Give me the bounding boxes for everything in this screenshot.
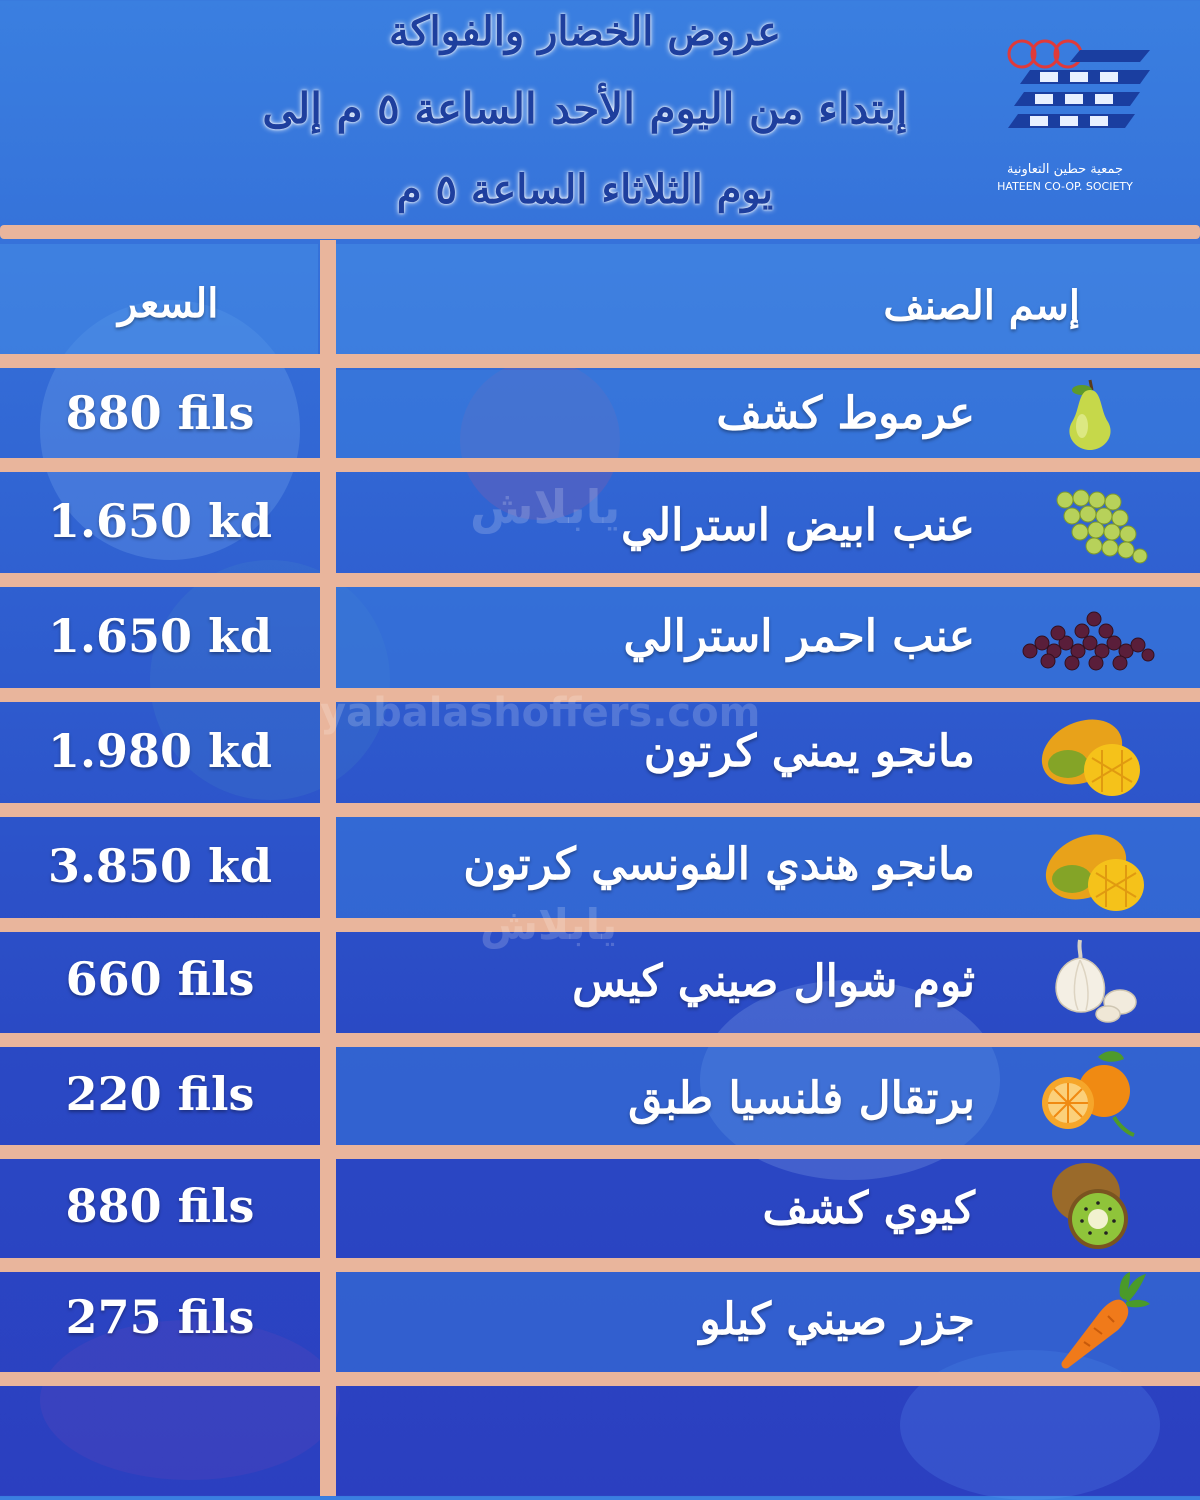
table-row xyxy=(0,472,1200,573)
red-grapes-icon xyxy=(1018,607,1158,677)
item-name: جزر صيني كيلو xyxy=(699,1294,975,1345)
price-value: 660 fils xyxy=(65,952,255,1006)
table-row xyxy=(0,1272,1200,1372)
item-name: عرموط كشف xyxy=(716,388,975,439)
watermark-site: yabalashoffers.com xyxy=(320,690,761,736)
table-row xyxy=(0,1159,1200,1258)
price-value: 880 fils xyxy=(65,386,255,440)
row-divider xyxy=(0,573,1200,587)
item-name: كيوي كشف xyxy=(762,1183,975,1234)
column-header-name: إسم الصنف xyxy=(883,282,1080,329)
price-value: 1.980 kd xyxy=(47,724,273,778)
item-name: ثوم شوال صيني كيس xyxy=(572,956,975,1007)
orange-icon xyxy=(1038,1047,1138,1143)
item-name: مانجو هندي الفونسي كرتون xyxy=(463,839,975,890)
row-divider xyxy=(0,458,1200,472)
item-name: برتقال فلنسيا طبق xyxy=(628,1073,975,1124)
table-row xyxy=(0,372,1200,458)
mango-icon xyxy=(1042,823,1146,919)
row-divider xyxy=(0,803,1200,817)
price-value: 880 fils xyxy=(65,1179,255,1233)
item-name: عنب احمر استرالي xyxy=(623,611,975,662)
price-value: 3.850 kd xyxy=(47,839,273,893)
title-line-3: يوم الثلاثاء الساعة ٥ م xyxy=(396,166,774,213)
pear-icon xyxy=(1060,376,1120,456)
item-name: عنب ابيض استرالي xyxy=(621,500,975,551)
price-value: 1.650 kd xyxy=(47,609,273,663)
price-value: 1.650 kd xyxy=(47,494,273,548)
hateen-logo xyxy=(997,38,1150,198)
table-row xyxy=(0,817,1200,918)
item-name: مانجو يمني كرتون xyxy=(643,726,975,777)
row-divider xyxy=(0,1372,1200,1386)
green-grapes-icon xyxy=(1050,486,1150,570)
row-divider xyxy=(0,354,1200,368)
table-row xyxy=(0,702,1200,803)
mango-icon xyxy=(1038,708,1142,804)
header-divider xyxy=(0,225,1200,239)
price-value: 220 fils xyxy=(65,1067,255,1121)
logo-text-english: HATEEN CO-OP. SOCIETY xyxy=(997,180,1133,193)
title-line-2: إبتداء من اليوم الأحد الساعة ٥ م إلى xyxy=(262,84,908,133)
watermark-arabic: يابلاش xyxy=(470,480,621,534)
price-value: 275 fils xyxy=(65,1290,255,1344)
table-row xyxy=(0,932,1200,1033)
header xyxy=(0,0,1200,225)
row-divider xyxy=(0,1145,1200,1159)
table-row xyxy=(0,1047,1200,1145)
logo-mark-icon xyxy=(1000,38,1150,168)
table-row xyxy=(0,587,1200,688)
row-divider xyxy=(0,1033,1200,1047)
garlic-icon xyxy=(1044,936,1144,1030)
logo-text-arabic: جمعية حطين التعاونية xyxy=(1006,162,1124,177)
watermark-arabic: يابلاش xyxy=(480,900,618,949)
row-divider xyxy=(0,1258,1200,1272)
carrot-icon xyxy=(1054,1272,1150,1374)
kiwi-icon xyxy=(1044,1159,1140,1257)
title-line-1: عروض الخضار والفواكة xyxy=(389,8,781,55)
column-header-price: السعر xyxy=(118,280,219,327)
